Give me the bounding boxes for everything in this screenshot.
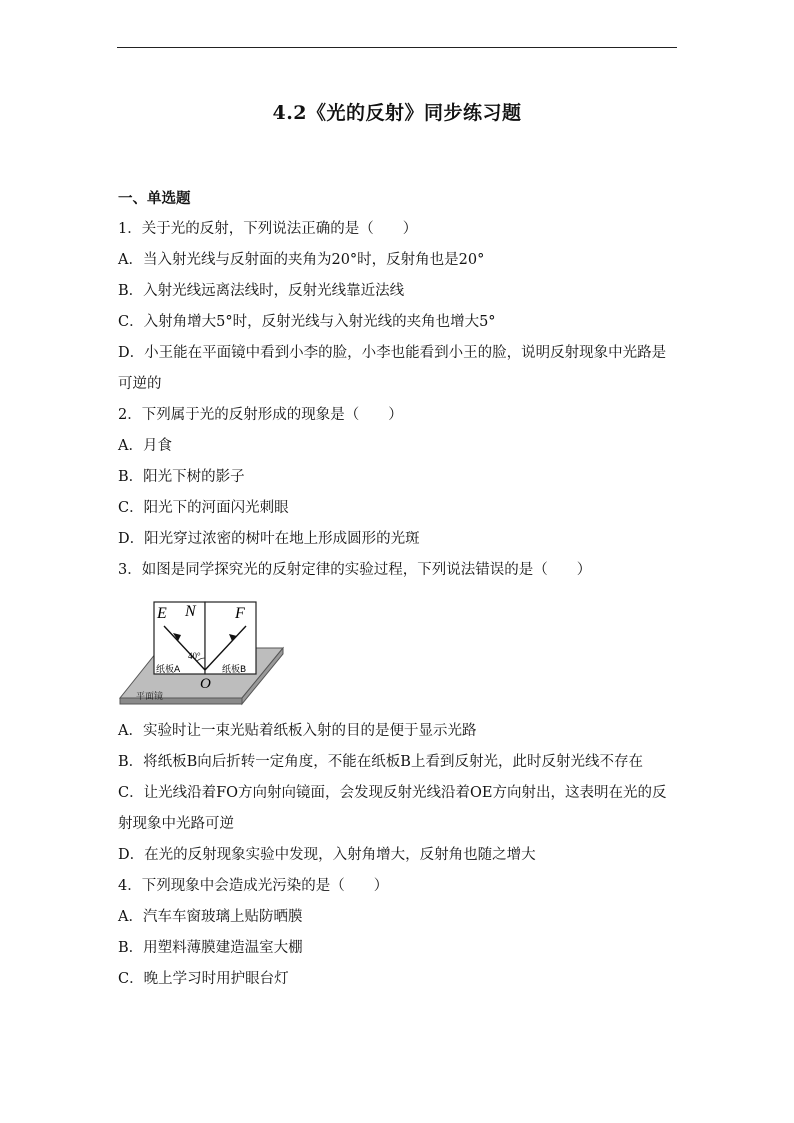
header-rule: [117, 47, 677, 48]
question-3-stem: 3．如图是同学探究光的反射定律的实验过程，下列说法错误的是（ ）: [118, 562, 592, 578]
question-4-stem: 4．下列现象中会造成光污染的是（ ）: [118, 878, 389, 894]
question-3-option-b: B．将纸板B向后折转一定角度，不能在纸板B上看到反射光，此时反射光线不存在: [118, 754, 643, 770]
reflection-diagram: [118, 590, 288, 716]
question-2-option-c: C．阳光下的河面闪光刺眼: [118, 500, 289, 516]
label-e: E: [157, 605, 167, 622]
section-heading: 一、单选题: [118, 190, 191, 207]
question-1-option-b: B．入射光线远离法线时，反射光线靠近法线: [118, 283, 405, 299]
question-4-option-b: B．用塑料薄膜建造温室大棚: [118, 940, 303, 956]
label-mirror: 平面镜: [136, 692, 164, 702]
label-board-a: 纸板A: [156, 665, 181, 675]
question-4-option-a: A．汽车车窗玻璃上贴防晒膜: [118, 909, 303, 925]
content: [118, 183, 676, 995]
question-3-option-d: D．在光的反射现象实验中发现，入射角增大，反射角也随之增大: [118, 847, 536, 863]
label-o: O: [200, 676, 211, 692]
question-2-option-a: A．月食: [118, 438, 172, 454]
question-3-option-a: A．实验时让一束光贴着纸板入射的目的是便于显示光路: [118, 723, 477, 739]
question-1-stem: 1．关于光的反射，下列说法正确的是（ ）: [118, 221, 418, 237]
question-4-option-c: C．晚上学习时用护眼台灯: [118, 971, 289, 987]
label-angle: 40°: [188, 651, 201, 661]
label-f: F: [235, 605, 245, 622]
question-1-option-d: D．小王能在平面镜中看到小李的脸，小李也能看到小王的脸，说明反射现象中光路是可逆的: [118, 345, 667, 392]
question-1-option-c: C．入射角增大5°时，反射光线与入射光线的夹角也增大5°: [118, 314, 496, 330]
question-2-stem: 2．下列属于光的反射形成的现象是（ ）: [118, 407, 403, 423]
question-1-option-a: A．当入射光线与反射面的夹角为20°时，反射角也是20°: [118, 252, 485, 268]
page-title: 4.2《光的反射》同步练习题: [272, 102, 522, 124]
question-2-option-b: B．阳光下树的影子: [118, 469, 245, 485]
question-2-option-d: D．阳光穿过浓密的树叶在地上形成圆形的光斑: [118, 531, 420, 547]
question-3-option-c: C．让光线沿着FO方向射向镜面，会发现反射光线沿着OE方向射出，这表明在光的反射现象中光路可逆: [118, 785, 667, 832]
label-n: N: [185, 603, 196, 620]
board-b: [205, 602, 256, 674]
reflection-experiment-figure: [118, 588, 676, 716]
label-board-b: 纸板B: [222, 665, 247, 675]
